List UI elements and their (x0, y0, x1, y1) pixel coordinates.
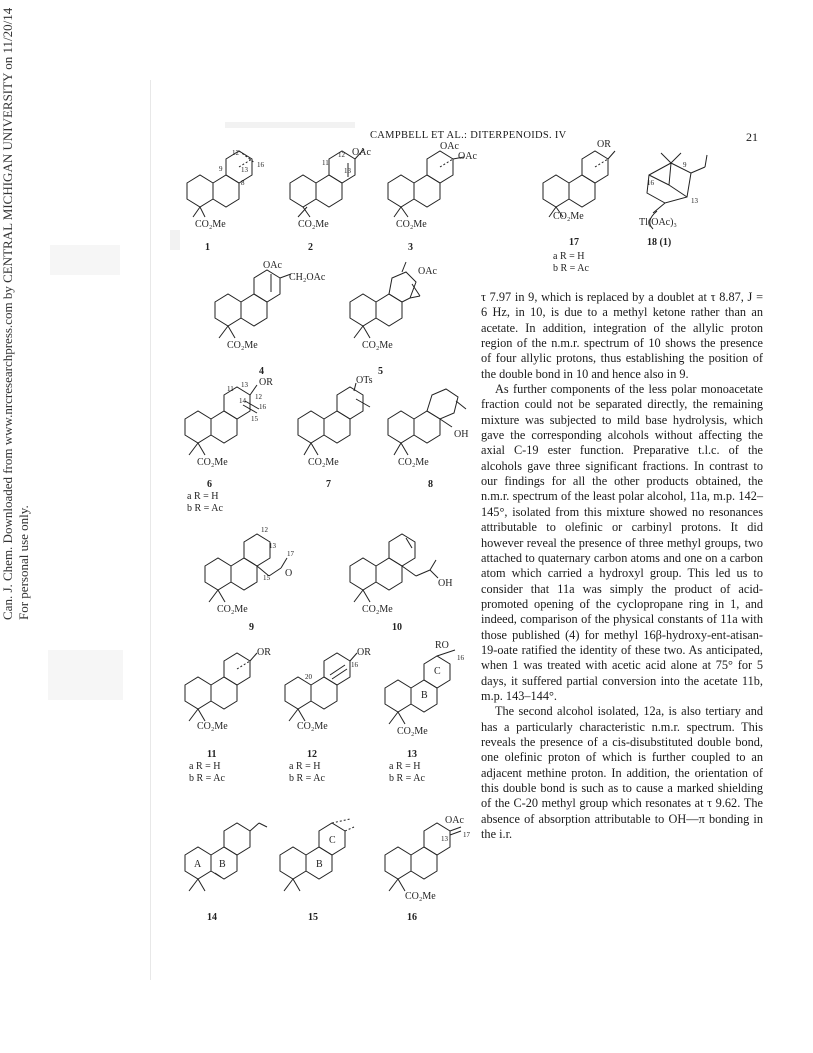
compound-number: 1 (205, 242, 210, 253)
svg-text:13: 13 (241, 381, 248, 389)
svg-text:13: 13 (241, 166, 248, 174)
paragraph: τ 7.97 in 9, which is replaced by a doublet at τ 8.87, J = 6 Hz, in 10, is due to a methyl ketone rather than an acetate. In addition, integration of the allylic proton region of the n.m.r. spectrum of 10 shows the presence of four allylic protons, thus establishing the position of the double bond in 10 and hence also in 9. (481, 290, 763, 381)
download-watermark (0, 7, 38, 710)
compound-number: 14 (207, 912, 217, 923)
page-number: 21 (746, 130, 758, 144)
svg-text:13: 13 (441, 835, 448, 843)
svg-text:8: 8 (241, 179, 245, 187)
svg-text:16: 16 (259, 403, 266, 411)
running-header: CAMPBELL ET AL.: DITERPENOIDS. IV (370, 130, 567, 141)
svg-text:16: 16 (647, 179, 654, 187)
svg-text:12: 12 (261, 526, 268, 534)
compound-number: 4 (259, 366, 264, 377)
svg-text:a R = H: a R = H (289, 761, 321, 772)
svg-text:9: 9 (683, 161, 687, 169)
svg-text:CO₂Me: CO₂Me (217, 604, 248, 615)
svg-text:b R = Ac: b R = Ac (289, 773, 325, 784)
svg-text:CO₂Me: CO₂Me (227, 340, 258, 351)
compound-number: 11 (207, 749, 217, 760)
scan-noise (225, 122, 355, 128)
svg-text:a R = H: a R = H (389, 761, 421, 772)
compound-number: 5 (378, 366, 383, 377)
svg-text:a R = H: a R = H (187, 491, 219, 502)
svg-text:Tl(OAc)₃: Tl(OAc)₃ (639, 217, 677, 228)
scan-fold-line (150, 80, 151, 980)
svg-text:A: A (194, 859, 202, 870)
svg-text:OAc: OAc (418, 266, 437, 277)
compound-number: 9 (249, 622, 254, 633)
structure-15 (270, 815, 375, 925)
scan-noise (48, 650, 123, 700)
svg-text:B: B (421, 690, 428, 701)
svg-text:16: 16 (257, 161, 264, 169)
watermark-line-2: For personal use only. (16, 505, 31, 620)
svg-text:B: B (316, 859, 323, 870)
svg-text:B: B (219, 859, 226, 870)
paragraph: The second alcohol isolated, 12a, is also tertiary and has a particularly characteristic n.m.r. spectrum. This reveals the presence of a cis-disubstituted double bond, one olefinic proton of which is further coupled to an adjacent methine proton. In addition, the orientation of this double bond is such as to cause a marked shielding of the C-20 methyl group which resonates at τ 9.62. The absence of absorption attributable to OH—π bonding in the i.r. (481, 704, 763, 842)
structure-11 (175, 645, 280, 795)
svg-text:17: 17 (463, 831, 470, 839)
structure-1 (175, 145, 275, 255)
svg-text:12: 12 (338, 151, 345, 159)
svg-text:OH: OH (454, 429, 469, 440)
svg-text:CO₂Me: CO₂Me (553, 211, 584, 222)
svg-text:11: 11 (322, 159, 329, 167)
structure-13 (375, 640, 480, 795)
svg-text:CO₂Me: CO₂Me (297, 721, 328, 732)
structure-3 (380, 141, 485, 255)
svg-text:15: 15 (251, 415, 258, 423)
svg-text:OR: OR (357, 647, 371, 658)
svg-text:13: 13 (269, 542, 276, 550)
compound-number: 12 (307, 749, 317, 760)
svg-text:OH: OH (438, 578, 453, 589)
svg-text:CH₂OAc: CH₂OAc (289, 272, 326, 283)
svg-text:17: 17 (287, 550, 294, 558)
compound-number: 18 (1) (647, 237, 672, 248)
svg-text:CO₂Me: CO₂Me (298, 219, 329, 230)
svg-text:CO₂Me: CO₂Me (396, 219, 427, 230)
structure-2 (282, 145, 382, 255)
svg-text:11: 11 (227, 385, 234, 393)
svg-text:CO₂Me: CO₂Me (397, 726, 428, 737)
svg-text:C: C (329, 835, 336, 846)
svg-text:CO₂Me: CO₂Me (398, 457, 429, 468)
svg-text:CO₂Me: CO₂Me (197, 457, 228, 468)
paragraph: As further components of the less polar monoacetate fraction could not be separated directly, the remaining mixture was subjected to mild base hydrolysis, which gave the corresponding alcohols without affecting the axial C-19 ester function. Preparative t.l.c. of the alcohols gave three significant fractions. In contrast to our findings for all the other products obtained, the n.m.r. spectrum of the least polar alcohol, 11a, m.p. 142–145°, isolated from this mixture showed no resonances attributable to olefinic or carbinyl protons. It did however reveal the presence of three methyl groups, two attached to quaternary carbon atoms and one on a carbon atom which carried a hydroxyl group. This led us to consider that 11a was simply the product of acid-promoted opening of the cyclopropane ring in 1, and indeed, comparison of the physical constants of 11a with those published (4) for methyl 16β-hydroxy-ent-atisan-19-oate ratified the identity of these two. As anticipated, when 1 was treated with acetic acid alone at 75° for 5 days, it suffered partial conversion into the acetate 11b, m.p. 143–144°. (481, 382, 763, 703)
compound-number: 13 (407, 749, 417, 760)
svg-text:14: 14 (239, 397, 246, 405)
structure-6 (175, 375, 290, 525)
svg-text:CO₂Me: CO₂Me (195, 219, 226, 230)
structure-16 (375, 815, 485, 925)
svg-text:OR: OR (259, 377, 273, 388)
svg-text:CO₂Me: CO₂Me (308, 457, 339, 468)
svg-text:b R = Ac: b R = Ac (187, 503, 223, 514)
structure-9 (195, 520, 310, 633)
svg-text:13: 13 (691, 197, 698, 205)
svg-text:b R = Ac: b R = Ac (553, 263, 589, 274)
compound-number: 8 (428, 479, 433, 490)
svg-text:b R = Ac: b R = Ac (189, 773, 225, 784)
svg-text:C: C (434, 666, 441, 677)
structure-17 (535, 139, 635, 285)
svg-text:OAc: OAc (458, 151, 477, 162)
svg-text:OAc: OAc (440, 141, 459, 152)
compound-number: 15 (308, 912, 318, 923)
svg-text:CO₂Me: CO₂Me (362, 340, 393, 351)
compound-number: 2 (308, 242, 313, 253)
svg-text:a R = H: a R = H (189, 761, 221, 772)
compound-number: 3 (408, 242, 413, 253)
watermark-line-1: Can. J. Chem. Downloaded from www.nrcresearchpress.com by CENTRAL MICHIGAN UNIVERSITY on 11/20/14 (0, 7, 15, 620)
structure-8 (380, 375, 485, 495)
svg-text:OR: OR (257, 647, 271, 658)
svg-text:OAc: OAc (263, 260, 282, 271)
structure-4 (205, 260, 326, 377)
svg-text:13: 13 (344, 167, 351, 175)
svg-text:OR: OR (597, 139, 611, 150)
svg-text:O: O (285, 568, 293, 579)
svg-text:16: 16 (351, 661, 358, 669)
svg-text:RO: RO (435, 640, 449, 651)
svg-text:OTs: OTs (356, 375, 373, 386)
compound-number: 6 (207, 479, 212, 490)
svg-text:CO₂Me: CO₂Me (362, 604, 393, 615)
svg-text:9: 9 (219, 165, 223, 173)
svg-text:20: 20 (305, 673, 312, 681)
svg-text:16: 16 (457, 654, 464, 662)
article-body (481, 290, 763, 842)
compound-number: 16 (407, 912, 417, 923)
compound-number: 10 (392, 622, 402, 633)
svg-text:15: 15 (263, 574, 270, 582)
structure-10 (340, 520, 470, 633)
structure-12 (275, 645, 380, 795)
svg-text:b R = Ac: b R = Ac (389, 773, 425, 784)
svg-text:OAc: OAc (445, 815, 464, 826)
compound-number: 7 (326, 479, 331, 490)
svg-text:a R = H: a R = H (553, 251, 585, 262)
svg-text:12: 12 (255, 393, 262, 401)
svg-text:OAc: OAc (352, 147, 371, 158)
svg-text:CO₂Me: CO₂Me (405, 891, 436, 902)
structure-5 (340, 262, 450, 377)
structure-7 (290, 375, 385, 495)
compound-number: 17 (569, 237, 579, 248)
svg-text:CO₂Me: CO₂Me (197, 721, 228, 732)
structure-18 (625, 145, 725, 255)
svg-text:12: 12 (232, 149, 239, 157)
scan-noise (50, 245, 120, 275)
